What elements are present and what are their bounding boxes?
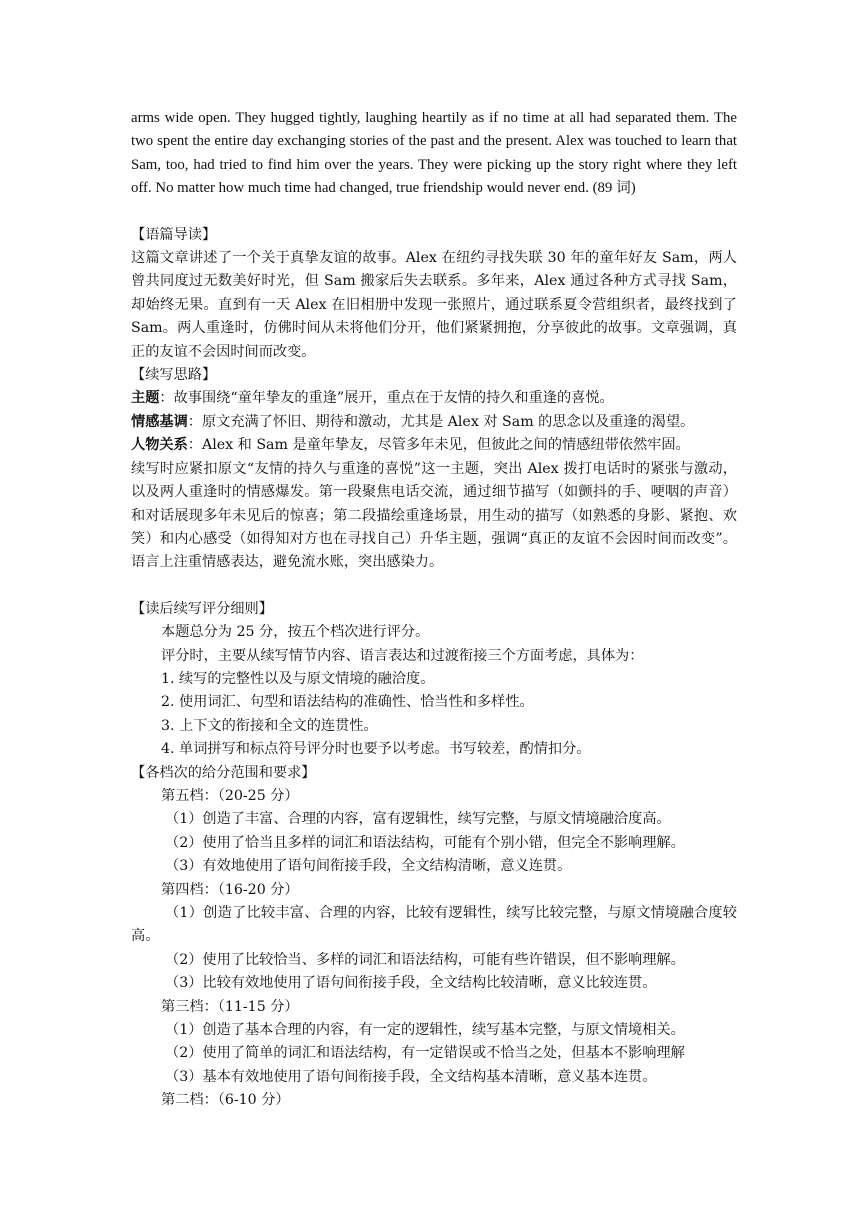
level-criterion: （3）比较有效地使用了语句间衔接手段，全文结构比较清晰，意义比较连贯。 (165, 975, 657, 992)
rubric-heading: 【读后续写评分细则】 (131, 600, 273, 617)
approach-body: 续写时应紧扣原文“友情的持久与重逢的喜悦”这一主题，突出 Alex 拨打电话时的紧张与激动，以及两人重逢时的情感爆发。第一段聚焦电话交流，通过细节描写（如颤抖的手、哽咽的声音）和对话展现多年未见后的惊喜；第二段描绘重逢场景，用生动的描写（如熟悉的身影、紧抱、欢笑）和内心感受（如得知对方也在寻找自己）升华主题，强调“真正的友谊不会因时间而改变”。语言上注重情感表达，避免流水账，突出感染力。 (131, 460, 737, 571)
english-continuation-paragraph: arms wide open. They hugged tightly, laughing heartily as if no time at all had separated them. The two spent the entire day exchanging stories of the past and the present. Alex was touched to learn that Sam, too, had tried to find him over the years. They were picking up the story right where they left off. No matter how much time had changed, true friendship would never end. (89 词) (131, 110, 737, 197)
level-title: 第五档：（20-25 分） (161, 787, 299, 804)
guide-body: 这篇文章讲述了一个关于真挚友谊的故事。Alex 在纽约寻找失联 30 年的童年好友 Sam，两人曾共同度过无数美好时光，但 Sam 搬家后失去联系。多年来，Alex 通过各种方式寻找 Sam，却始终无果。直到有一天 Alex 在旧相册中发现一张照片，通过联系夏令营组织者，最终找到了 Sam。两人重逢时，仿佛时间从未将他们分开，他们紧紧拥抱，分享彼此的故事。文章强调，真正的友谊不会因时间而改变。 (131, 250, 737, 360)
approach-heading: 【续写思路】 (131, 367, 217, 384)
rubric-point: 3. 上下文的衔接和全文的连贯性。 (161, 717, 378, 734)
rubric-point: 1. 续写的完整性以及与原文情境的融洽度。 (161, 670, 435, 687)
level-criterion: （2）使用了恰当且多样的词汇和语法结构，可能有个别小错，但完全不影响理解。 (165, 834, 685, 851)
approach-tone (131, 411, 737, 434)
document-content (131, 107, 737, 1113)
level-criterion: （3）有效地使用了语句间衔接手段，全文结构清晰，意义连贯。 (165, 858, 572, 875)
level-criterion: （1）创造了基本合理的内容，有一定的逻辑性，续写基本完整，与原文情境相关。 (165, 1022, 685, 1039)
levels-heading: 【各档次的给分范围和要求】 (131, 764, 316, 781)
spacer (131, 201, 737, 224)
level-title: 第四档：（16-20 分） (161, 881, 299, 898)
rubric-intro-aspects: 评分时，主要从续写情节内容、语言表达和过渡衔接三个方面考虑，具体为： (161, 647, 644, 664)
tone-text: ：原文充满了怀旧、期待和激动，尤其是 Alex 对 Sam 的思念以及重逢的渴望。 (187, 413, 695, 430)
relation-label: 人物关系 (131, 437, 188, 454)
rubric-intro-total: 本题总分为 25 分，按五个档次进行评分。 (161, 624, 430, 641)
tone-label: 情感基调 (131, 413, 188, 430)
approach-relation (131, 434, 737, 457)
rubric-point: 2. 使用词汇、句型和语法结构的准确性、恰当性和多样性。 (161, 694, 534, 711)
level-criterion: （2）使用了简单的词汇和语法结构，有一定错误或不恰当之处，但基本不影响理解 (165, 1045, 685, 1062)
level-criterion: （1）创造了比较丰富、合理的内容，比较有逻辑性，续写比较完整，与原文情境融合度较高。 (131, 905, 737, 945)
level-title: 第三档：（11-15 分） (161, 998, 299, 1015)
theme-label: 主题 (131, 390, 160, 407)
level-criterion: （3）基本有效地使用了语句间衔接手段，全文结构基本清晰，意义基本连贯。 (165, 1068, 657, 1085)
level-criterion: （2）使用了比较恰当、多样的词汇和语法结构，可能有些许错误，但不影响理解。 (165, 951, 685, 968)
theme-text: ：故事围绕“童年挚友的重逢”展开，重点在于友情的持久和重逢的喜悦。 (159, 390, 614, 407)
guide-heading: 【语篇导读】 (131, 226, 217, 243)
rubric-point: 4. 单词拼写和标点符号评分时也要予以考虑。书写较差，酌情扣分。 (161, 741, 591, 758)
level-title: 第二档：（6-10 分） (161, 1092, 290, 1109)
level-criterion: （1）创造了丰富、合理的内容，富有逻辑性，续写完整，与原文情境融洽度高。 (165, 811, 671, 828)
relation-text: ：Alex 和 Sam 是童年挚友，尽管多年未见，但彼此之间的情感纽带依然牢固。 (187, 437, 690, 454)
spacer (131, 575, 737, 598)
approach-theme (131, 387, 737, 410)
